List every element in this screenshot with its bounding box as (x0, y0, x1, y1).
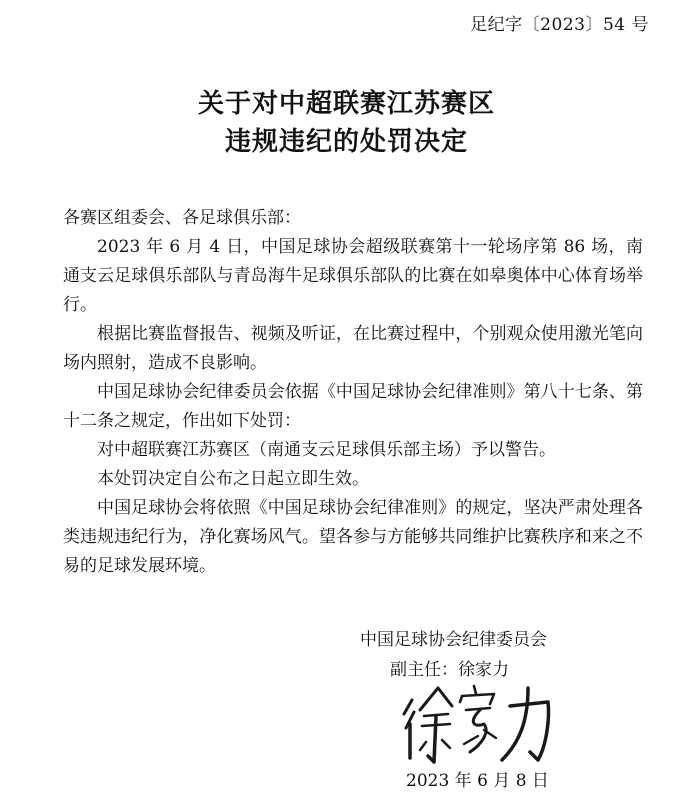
paragraph-incident: 根据比赛监督报告、视频及听证，在比赛过程中，个别观众使用激光笔向场内照射，造成不良影响。 (63, 324, 643, 373)
paragraph-legal-basis: 中国足球协会纪律委员会依据《中国足球协会纪律准则》第八十七条、第十二条之规定，作出如下处罚： (63, 382, 643, 431)
document-title-line-2: 违规违纪的处罚决定 (224, 127, 468, 157)
document-body (63, 204, 643, 581)
document-title-line-1: 关于对中超联赛江苏赛区 (197, 89, 495, 119)
paragraph-effective: 本处罚决定自公布之日起立即生效。 (97, 469, 369, 489)
salutation: 各赛区组委会、各足球俱乐部： (63, 208, 301, 228)
issuing-organization: 中国足球协会纪律委员会 (360, 630, 547, 650)
handwritten-signature (398, 680, 558, 770)
paragraph-closing: 中国足球协会将依照《中国足球协会纪律准则》的规定，坚决严肃处理各类违规违纪行为，净化赛场风气。望各参与方能够共同维护比赛秩序和来之不易的足球发展环境。 (63, 498, 643, 576)
signature-date: 2023 年 6 月 8 日 (406, 771, 549, 791)
paragraph-match-info: 2023 年 6 月 4 日，中国足球协会超级联赛第十一轮场序第 86 场，南通支云足球俱乐部队与青岛海牛足球俱乐部队的比赛在如皋奥体中心体育场举行。 (63, 237, 643, 315)
signer-title: 副主任：徐家力 (390, 660, 509, 680)
document-number: 足纪字〔2023〕54 号 (470, 15, 649, 35)
paragraph-penalty: 对中超联赛江苏赛区（南通支云足球俱乐部主场）予以警告。 (97, 440, 556, 460)
